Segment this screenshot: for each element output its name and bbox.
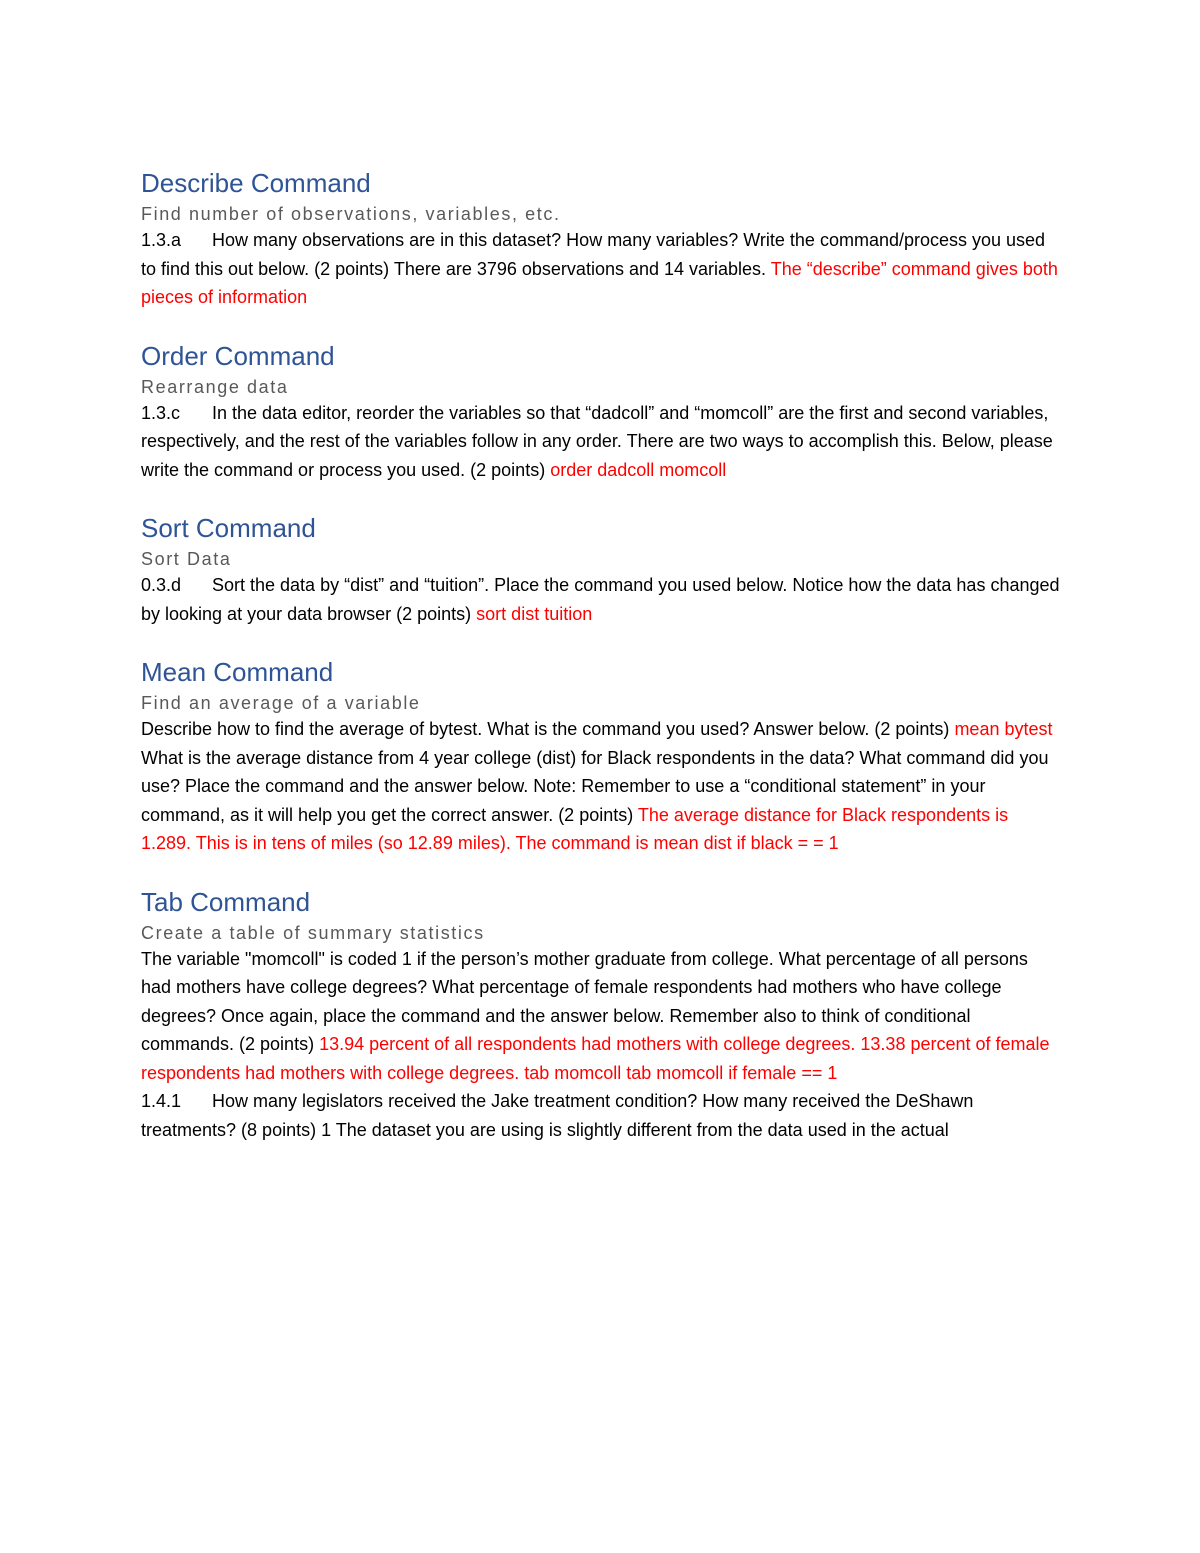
section-subtitle: Rearrange data bbox=[141, 376, 289, 397]
section-subtitle: Find number of observations, variables, etc. bbox=[141, 204, 561, 224]
section-heading: Describe Command bbox=[141, 168, 371, 198]
section-subtitle: Create a table of summary statistics bbox=[141, 922, 485, 943]
section-tab bbox=[141, 885, 1060, 1145]
answer-text: The average distance for Black respondents is 1.289. This is in tens of miles (so 12.89 miles). The command is mean dist if black = = 1 bbox=[141, 804, 1009, 853]
section-heading: Sort Command bbox=[141, 513, 316, 543]
question-text: In the data editor, reorder the variables so that “dadcoll” and “momcoll” are the first and second variables, respectively, and the rest of the variables follow in any order. There are two ways to accomplish this. Below, please write the command or process you used. (2 points) bbox=[141, 402, 1053, 480]
section-subtitle: Find an average of a variable bbox=[141, 693, 421, 713]
question-number: 1.3.a bbox=[141, 230, 182, 250]
section-heading: Order Command bbox=[141, 340, 335, 371]
question-text: How many legislators received the Jake treatment condition? How many received the DeShawn treatments? (8 points) 1 The dataset you are using is slightly different from the data used in the actual bbox=[141, 1091, 974, 1140]
question-paragraph bbox=[141, 1087, 1060, 1144]
question-paragraph bbox=[141, 945, 1060, 1088]
section-subtitle: Sort Data bbox=[141, 549, 232, 569]
question-paragraph bbox=[141, 744, 1060, 858]
question-number: 1.3.c bbox=[141, 402, 181, 423]
question-number: 0.3.d bbox=[141, 575, 182, 595]
answer-text: order dadcoll momcoll bbox=[550, 459, 727, 480]
answer-text: 13.94 percent of all respondents had mothers with college degrees. 13.38 percent of female respondents had mothers with college degrees. tab momcoll tab momcoll if female == 1 bbox=[141, 1034, 1050, 1083]
answer-text: mean bytest bbox=[954, 719, 1053, 739]
question-text: Sort the data by “dist” and “tuition”. Place the command you used below. Notice how the data has changed by looking at your data browser (2 points) bbox=[141, 575, 1060, 624]
question-number: 1.4.1 bbox=[141, 1091, 182, 1111]
section-heading: Tab Command bbox=[141, 886, 311, 917]
section-mean bbox=[141, 655, 1060, 858]
question-paragraph bbox=[141, 571, 1060, 628]
section-describe bbox=[141, 166, 1060, 312]
section-order bbox=[141, 339, 1060, 485]
question-paragraph bbox=[141, 399, 1060, 485]
section-heading: Mean Command bbox=[141, 657, 334, 687]
section-sort bbox=[141, 511, 1060, 628]
question-paragraph bbox=[141, 715, 1060, 744]
answer-text: The “describe” command gives both pieces of information bbox=[141, 258, 1058, 307]
question-text: How many observations are in this dataset? How many variables? Write the command/process you used to find this out below. (2 points) There are 3796 observations and 14 variables. bbox=[141, 230, 1046, 279]
question-paragraph bbox=[141, 226, 1060, 312]
question-text: Describe how to find the average of bytest. What is the command you used? Answer below. (2 points) bbox=[141, 719, 955, 739]
answer-text: sort dist tuition bbox=[476, 603, 593, 624]
question-text: The variable "momcoll" is coded 1 if the person’s mother graduate from college. What percentage of all persons had mothers have college degrees? What percentage of female respondents had mothers who have college degrees? Once again, place the command and the answer below. Remember also to think of conditional commands. (2 points) bbox=[141, 948, 1028, 1054]
question-text: What is the average distance from 4 year college (dist) for Black respondents in the data? What command did you use? Place the command and the answer below. Note: Remember to use a “conditional statement” in your command, as it will help you get the correct answer. (2 points) bbox=[141, 747, 1049, 825]
